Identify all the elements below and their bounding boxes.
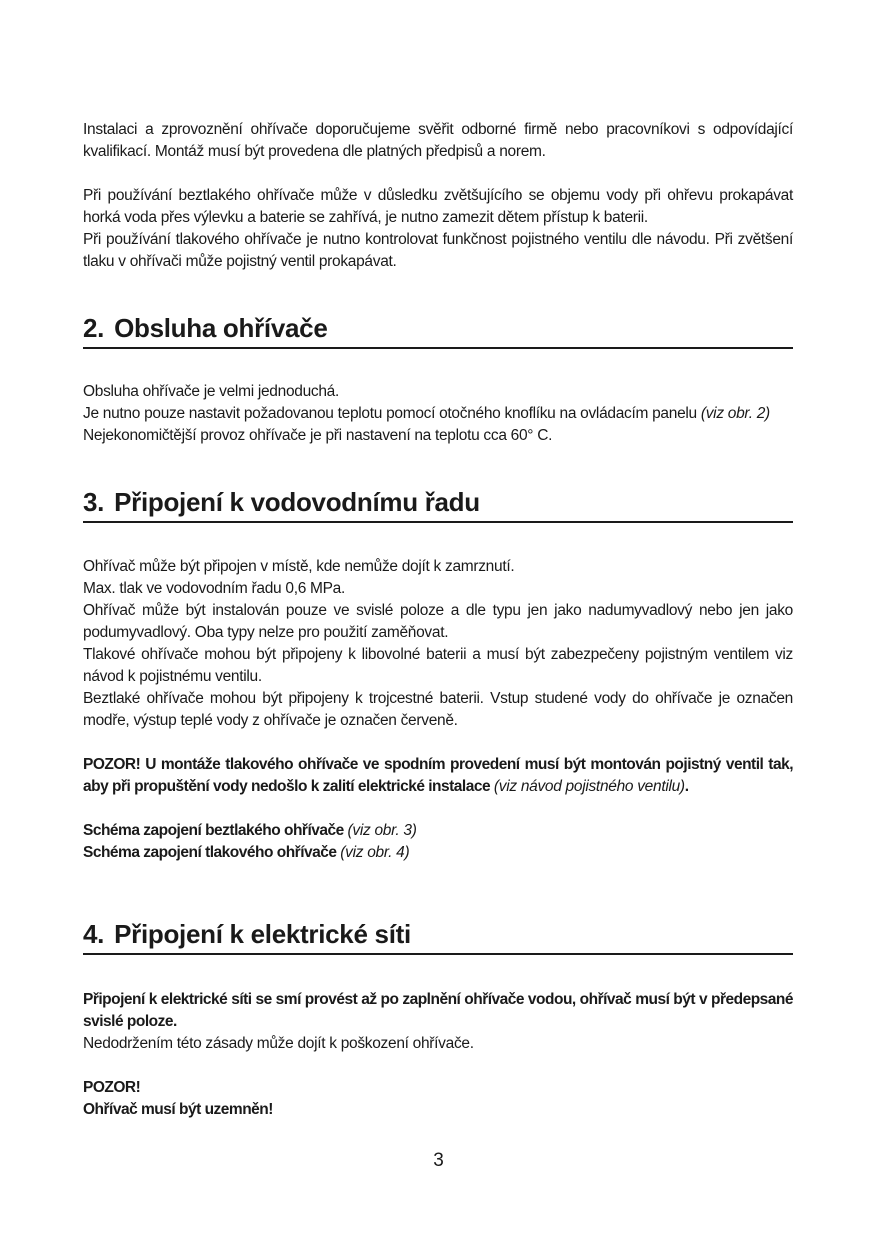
section-heading (83, 487, 793, 523)
section-body (83, 989, 793, 1121)
figure-reference: (viz návod pojistného ventilu) (493, 778, 685, 795)
body-line: Obsluha ohřívače je velmi jednoduchá. (83, 383, 340, 400)
section-body (83, 381, 793, 447)
warning-line (83, 1077, 793, 1099)
warning-paragraph (83, 754, 793, 798)
figure-reference: (viz obr. 4) (340, 844, 410, 861)
schema-title: Schéma zapojení beztlakého ohřívače (83, 822, 348, 839)
section-body (83, 556, 793, 864)
body-line (83, 989, 793, 1033)
section-title: Připojení k elektrické síti (114, 919, 411, 949)
warning-text: POZOR! (83, 1079, 141, 1096)
bold-text: Připojení k elektrické síti se smí provést až po zaplnění ohřívače vodou, ohřívač musí být v předepsané svislé poloze. (83, 991, 793, 1030)
section-number: 4. (83, 919, 105, 949)
body-line: Tlakové ohřívače mohou být připojeny k libovolné baterii a musí být zabezpečeny pojistným ventilem viz návod k pojistnému ventilu. (83, 646, 793, 685)
warning-text: POZOR! U montáže tlakového ohřívače ve spodním provedení musí být montován pojistný ventil tak, aby při propuštění vody nedošlo k zalití elektrické instalace (83, 756, 793, 795)
warning-text: Ohřívač musí být uzemněn! (83, 1101, 273, 1118)
body-line: Nejekonomičtější provoz ohřívače je při nastavení na teplotu cca 60° C. (83, 427, 553, 444)
page-number: 3 (433, 1150, 444, 1171)
body-text: Je nutno pouze nastavit požadovanou teplotu pomocí otočného knoflíku na ovládacím panelu (83, 405, 701, 422)
section-title: Obsluha ohřívače (114, 313, 328, 343)
schema-title: Schéma zapojení tlakového ohřívače (83, 844, 341, 861)
body-line: Nedodržením této zásady může dojít k poškození ohřívače. (83, 1035, 474, 1052)
body-line: Ohřívač může být instalován pouze ve svislé poloze a dle typu jen jako nadumyvadlový nebo jen jako podumyvadlový. Oba typy nelze pro použití zaměňovat. (83, 602, 793, 641)
body-line (83, 403, 793, 425)
section-title: Připojení k vodovodnímu řadu (114, 487, 480, 517)
figure-reference: (viz obr. 3) (347, 822, 417, 839)
intro-section (83, 119, 793, 273)
warning-line (83, 1099, 793, 1121)
section-heading (83, 313, 793, 349)
intro-paragraph: Při používání beztlakého ohřívače může v důsledku zvětšujícího se objemu vody při ohřevu prokapávat horká voda přes výlevku a baterie se zahřívá, je nutno zamezit dětem přístup k baterii. (83, 187, 793, 226)
section-number: 2. (83, 313, 105, 343)
body-line: Max. tlak ve vodovodním řadu 0,6 MPa. (83, 580, 346, 597)
warning-text: . (684, 778, 689, 795)
schema-line (83, 842, 793, 864)
section-heading (83, 919, 793, 955)
section-number: 3. (83, 487, 105, 517)
figure-reference: (viz obr. 2) (700, 405, 770, 422)
intro-paragraph: Při používání tlakového ohřívače je nutno kontrolovat funkčnost pojistného ventilu dle návodu. Při zvětšení tlaku v ohřívači může pojistný ventil prokapávat. (83, 231, 793, 270)
body-line: Ohřívač může být připojen v místě, kde nemůže dojít k zamrznutí. (83, 558, 515, 575)
schema-line (83, 820, 793, 842)
body-line: Beztlaké ohřívače mohou být připojeny k trojcestné baterii. Vstup studené vody do ohřívače je označen modře, výstup teplé vody z ohřívače je označen červeně. (83, 690, 793, 729)
intro-paragraph: Instalaci a zprovoznění ohřívače doporučujeme svěřit odborné firmě nebo pracovníkovi s odpovídající kvalifikací. Montáž musí být provedena dle platných předpisů a norem. (83, 121, 793, 160)
